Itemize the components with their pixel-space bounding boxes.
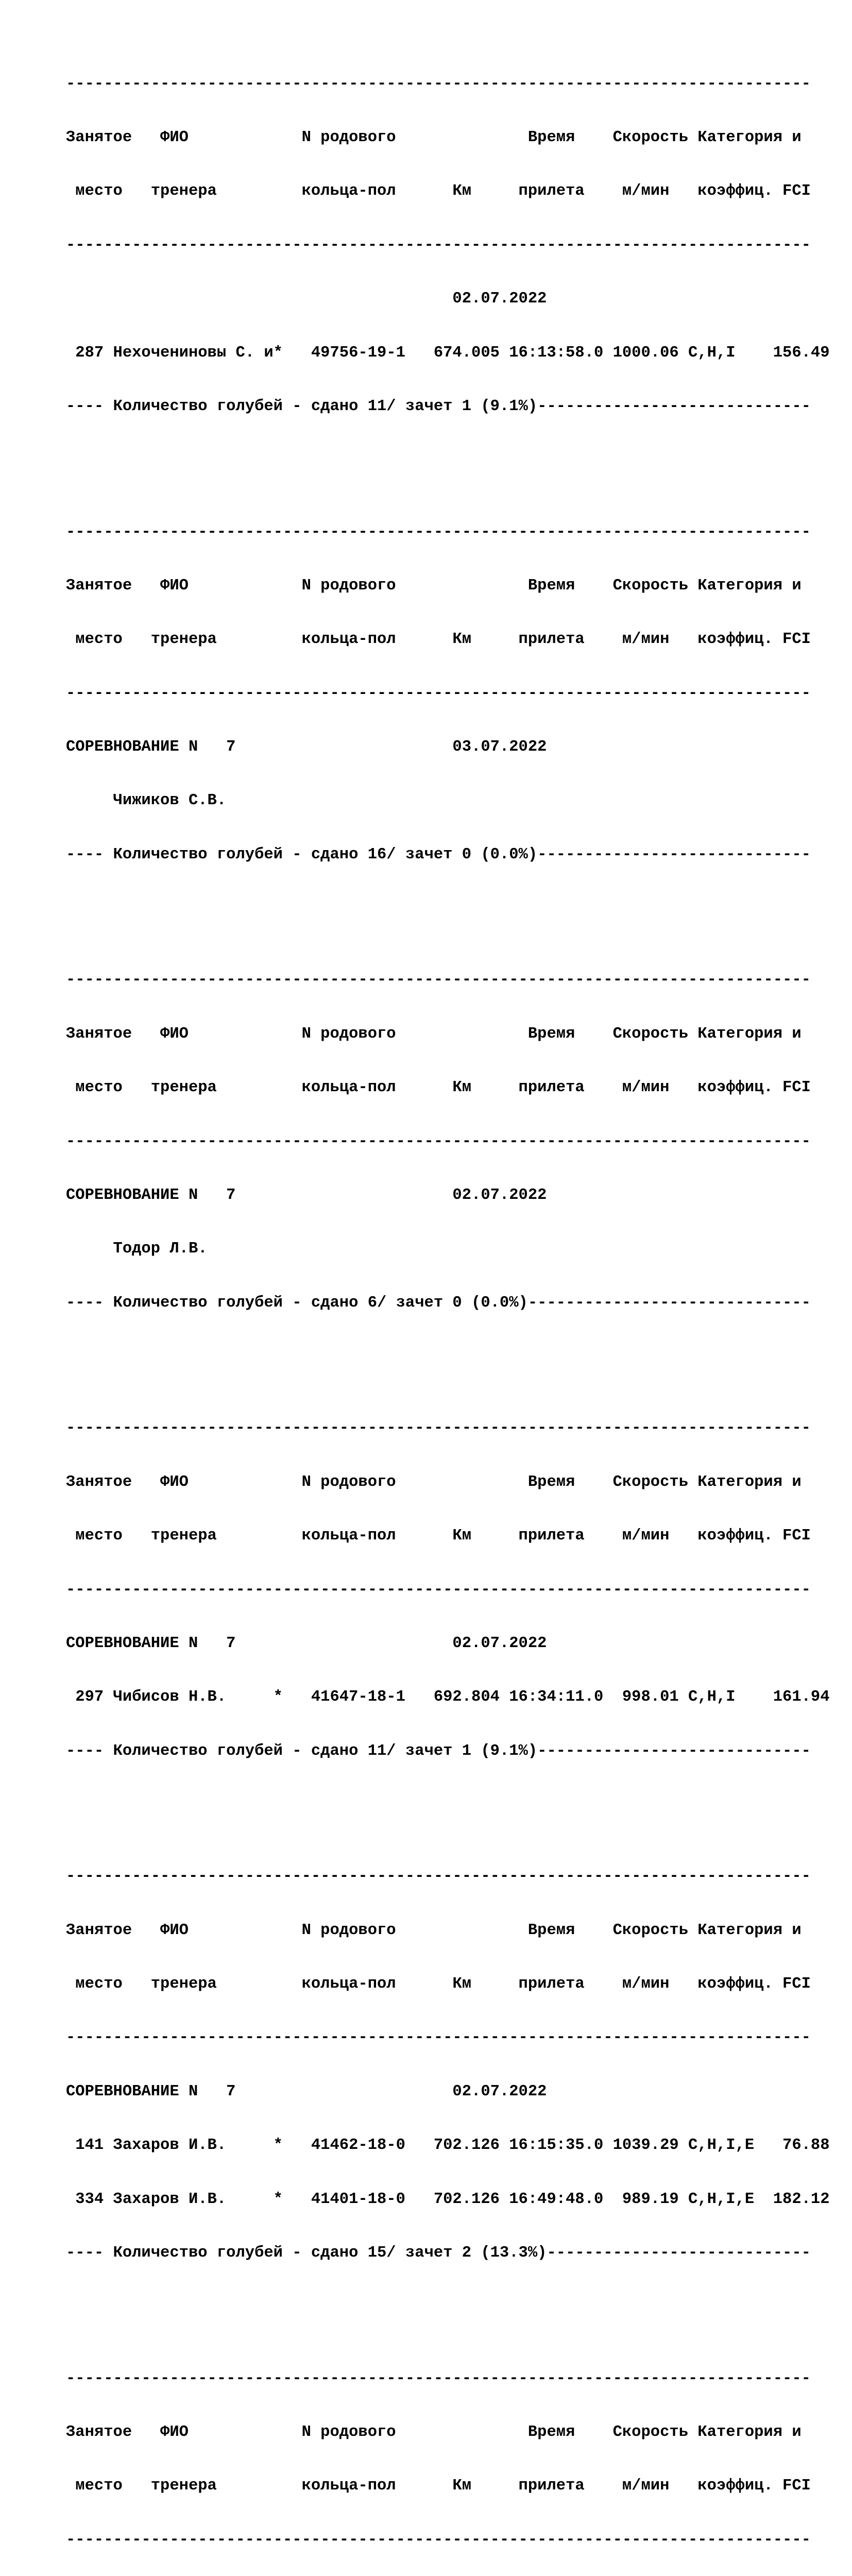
race-date-line: 02.07.2022 [66, 290, 547, 308]
pigeon-count-summary: ---- Количество голубей - сдано 11/ зачет 1 (9.1%)----------------------------- [66, 1742, 811, 1760]
table-header-row-1: Занятое ФИО N родового Время Скорость Категория и [66, 1025, 802, 1043]
table-header-row-1: Занятое ФИО N родового Время Скорость Категория и [66, 128, 802, 146]
blank-line [66, 1348, 830, 1366]
separator-line: ------------------------------------------------------------------------------- [66, 2531, 811, 2549]
table-header-row-2: место тренера кольца-пол Км прилета м/мин коэффиц. FCI [66, 1527, 811, 1545]
competition-line: СОРЕВНОВАНИЕ N 7 02.07.2022 [66, 1187, 547, 1204]
trainer-name-line: Чижиков С.В. [66, 792, 227, 810]
separator-line: ------------------------------------------------------------------------------- [66, 1868, 811, 1886]
separator-line: ------------------------------------------------------------------------------- [66, 236, 811, 254]
separator-line: ------------------------------------------------------------------------------- [66, 971, 811, 989]
competition-line: СОРЕВНОВАНИЕ N 7 02.07.2022 [66, 2082, 547, 2100]
result-row: 297 Чибисов Н.В. * 41647-18-1 692.804 16:34:11.0 998.01 С,Н,I 161.94 [66, 1688, 830, 1706]
table-header-row-1: Занятое ФИО N родового Время Скорость Категория и [66, 1921, 802, 1939]
separator-line: ------------------------------------------------------------------------------- [66, 2369, 811, 2387]
separator-line: ------------------------------------------------------------------------------- [66, 684, 811, 702]
result-row: 287 Нехочениновы С. и* 49756-19-1 674.005 16:13:58.0 1000.06 С,Н,I 156.49 [66, 344, 830, 362]
table-header-row-1: Занятое ФИО N родового Время Скорость Категория и [66, 1473, 802, 1491]
blank-line [66, 900, 830, 918]
table-header-row-1: Занятое ФИО N родового Время Скорость Категория и [66, 2423, 802, 2441]
separator-line: ------------------------------------------------------------------------------- [66, 523, 811, 541]
separator-line: ------------------------------------------------------------------------------- [66, 1132, 811, 1150]
result-row: 141 Захаров И.В. * 41462-18-0 702.126 16:15:35.0 1039.29 С,Н,I,Е 76.88 [66, 2137, 830, 2155]
pigeon-count-summary: ---- Количество голубей - сдано 11/ зачет 1 (9.1%)----------------------------- [66, 397, 811, 415]
blank-line [66, 451, 830, 469]
pigeon-count-summary: ---- Количество голубей - сдано 16/ зачет 0 (0.0%)----------------------------- [66, 845, 811, 863]
blank-line [66, 2298, 830, 2316]
table-header-row-2: место тренера кольца-пол Км прилета м/мин коэффиц. FCI [66, 2477, 811, 2495]
separator-line: ------------------------------------------------------------------------------- [66, 1581, 811, 1599]
competition-line: СОРЕВНОВАНИЕ N 7 02.07.2022 [66, 1634, 547, 1652]
table-header-row-2: место тренера кольца-пол Км прилета м/мин коэффиц. FCI [66, 1975, 811, 1993]
result-row: 334 Захаров И.В. * 41401-18-0 702.126 16:49:48.0 989.19 С,Н,I,Е 182.12 [66, 2190, 830, 2208]
table-header-row-2: место тренера кольца-пол Км прилета м/мин коэффиц. FCI [66, 1079, 811, 1097]
table-header-row-2: место тренера кольца-пол Км прилета м/мин коэффиц. FCI [66, 631, 811, 649]
separator-line: ------------------------------------------------------------------------------- [66, 2029, 811, 2047]
race-results-printout [66, 39, 830, 2576]
table-header-row-2: место тренера кольца-пол Км прилета м/мин коэффиц. FCI [66, 182, 811, 200]
pigeon-count-summary: ---- Количество голубей - сдано 15/ зачет 2 (13.3%)---------------------------- [66, 2244, 811, 2262]
pigeon-count-summary: ---- Количество голубей - сдано 6/ зачет 0 (0.0%)------------------------------ [66, 1294, 811, 1312]
trainer-name-line: Тодор Л.В. [66, 1240, 208, 1258]
competition-line: СОРЕВНОВАНИЕ N 7 03.07.2022 [66, 738, 547, 756]
separator-line: ------------------------------------------------------------------------------- [66, 1419, 811, 1437]
separator-line: ------------------------------------------------------------------------------- [66, 75, 811, 93]
blank-line [66, 1796, 830, 1814]
table-header-row-1: Занятое ФИО N родового Время Скорость Категория и [66, 577, 802, 595]
